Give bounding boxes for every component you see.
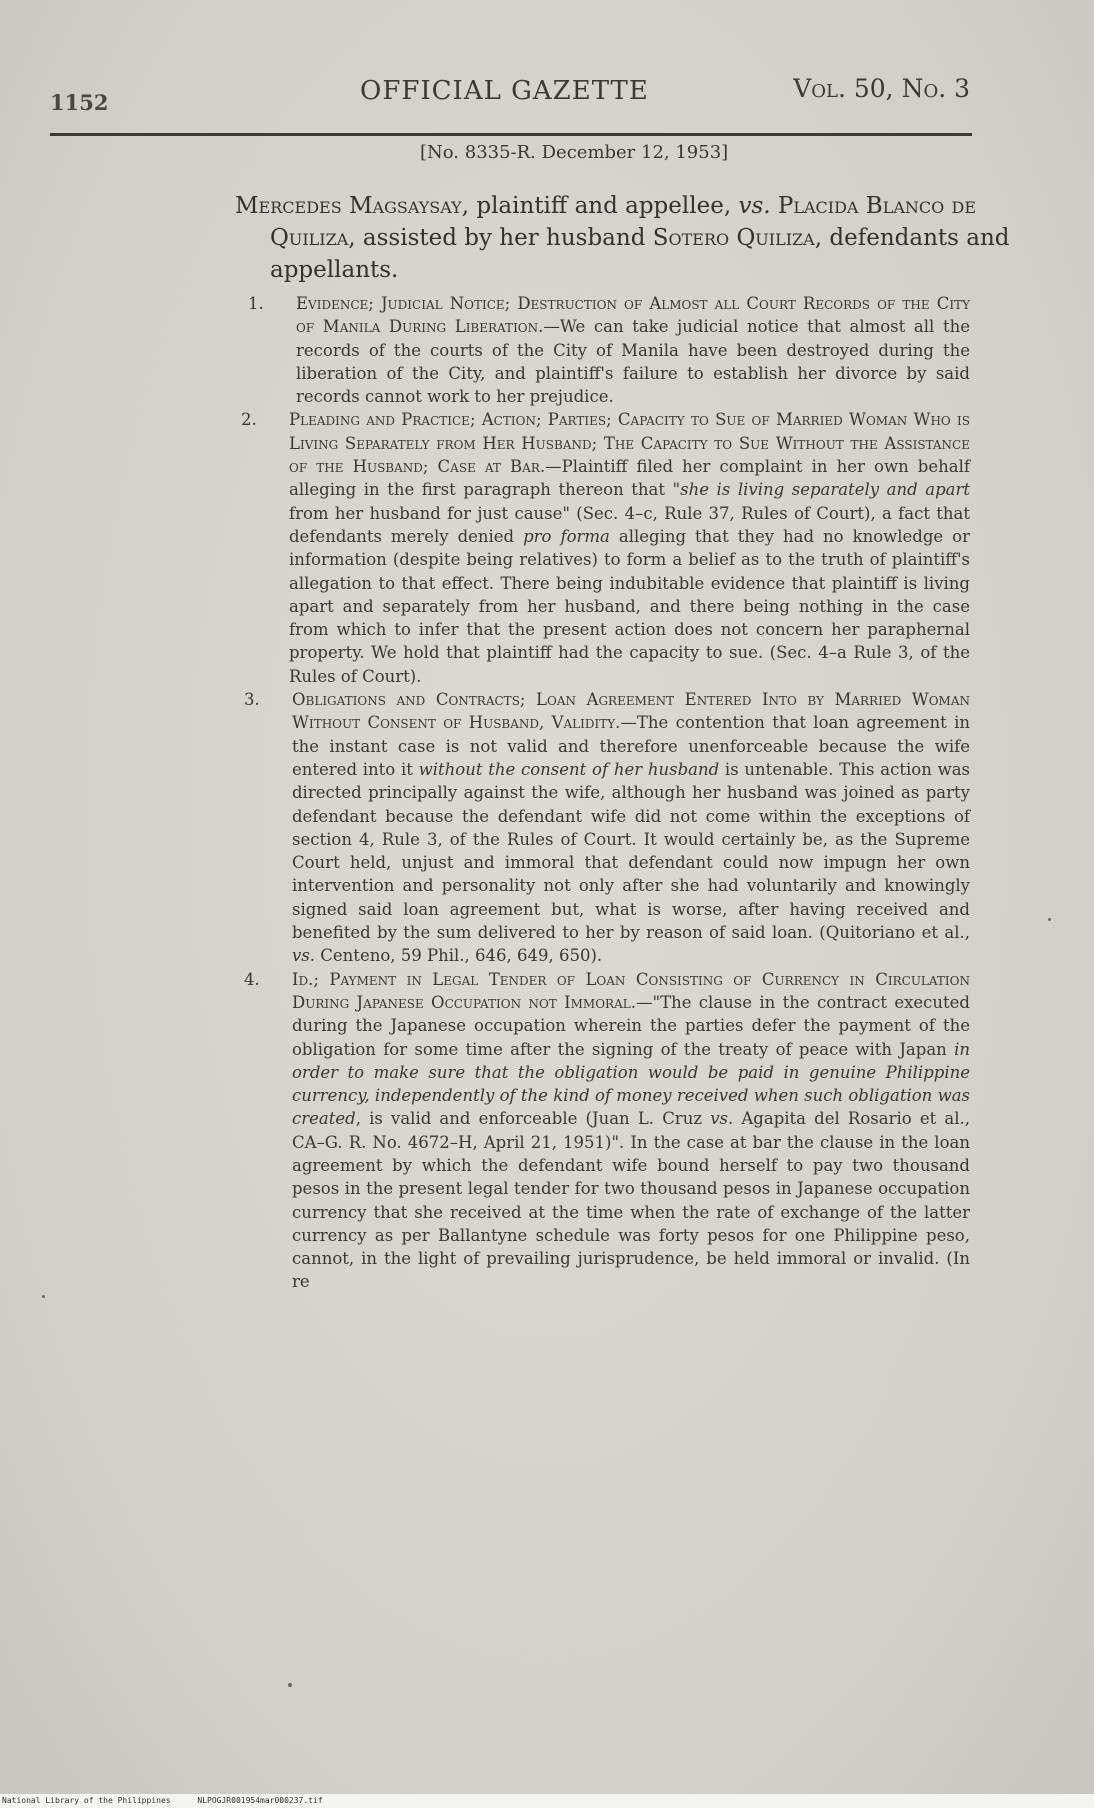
- syllabus-item: [248, 292, 970, 408]
- item-number: 4.: [244, 969, 260, 989]
- syllabus-item: [241, 408, 970, 688]
- parties-text-4: , defendants and appellants.: [270, 225, 1010, 283]
- speck-mark: [42, 1295, 45, 1298]
- speck-mark: [288, 1683, 292, 1687]
- item-italic: vs.: [710, 1109, 734, 1129]
- header-rule: [50, 133, 972, 136]
- syllabus: [241, 292, 970, 1294]
- item-italic: pro forma: [523, 526, 610, 546]
- item-heading: Id.; Payment in Legal Tender of Loan Consisting of Currency in Circulation During Japanese Occupation not Immoral.: [292, 969, 970, 1012]
- item-heading: Obligations and Contracts; Loan Agreement Entered Into by Married Woman Without Consent of Husband, Validity.: [292, 690, 970, 733]
- plaintiff-name: Mercedes Magsaysay: [235, 193, 462, 219]
- item-number: 1.: [248, 294, 264, 313]
- item-body: is untenable. This action was directed principally against the wife, although her husband was joined as party defendant because the defendant wife did not come within the exceptions of section 4, Rule 3, of the Rules of Court. It would certainly be, as the Supreme Court held, unjust and immoral that defendant could now impugn her own intervention and personality not only after she had voluntarily and knowingly signed said loan agreement but, what is worse, after having received and benefited by the sum delivered to her by reason of said loan. (Quitoriano et al.,: [292, 759, 970, 943]
- item-body: —The contention that loan agreement in the instant case is not valid and therefore unenforceable because the wife entered into it: [292, 713, 970, 779]
- item-number: 3.: [244, 690, 260, 710]
- syllabus-item: [244, 688, 970, 968]
- parties-text-2: [771, 193, 778, 219]
- item-body: Agapita del Rosario et al., CA–G. R. No. 4672–H, April 21, 1951)". In the case at bar the clause in the loan agreement by which the defendant wife bound herself to pay two thousand pesos in the present legal tender for two thousand pesos in Japanese occupation currency that she received at the time when the rate of exchange of the latter currency as per Ballantyne schedule was forty pesos for one Philippine peso, cannot, in the light of prevailing jurisprudence, be held immoral or invalid. (In re: [292, 1109, 970, 1292]
- item-body: , is valid and enforceable (Juan L. Cruz: [355, 1109, 711, 1129]
- volume-number: Vol. 50, No. 3: [793, 74, 970, 103]
- item-body: —Plaintiff filed her complaint in her own behalf alleging in the first paragraph thereon that ": [289, 457, 970, 500]
- item-body: from her husband for just cause" (Sec. 4–c, Rule 37, Rules of Court), a fact that defendants merely denied: [289, 503, 970, 546]
- case-number: [No. 8335-R. December 12, 1953]: [420, 142, 729, 163]
- item-italic: she is living separately and apart: [680, 480, 970, 500]
- item-italic: vs.: [292, 946, 316, 966]
- versus: vs.: [738, 193, 771, 219]
- item-heading: Pleading and Practice; Action; Parties; Capacity to Sue of Married Woman Who is Living Separately from Her Husband; The Capacity to Sue Without the Assistance of the Husband; Case at Bar.: [289, 410, 970, 477]
- item-body: —We can take judicial notice that almost all the records of the courts of the City of Manila have been destroyed during the liberation of the City, and plaintiff's failure to establish her divorce by said records cannot work to her prejudice.: [296, 317, 970, 407]
- parties-text-1: , plaintiff and appellee,: [461, 193, 739, 219]
- item-italic: without the consent of her husband: [418, 759, 720, 779]
- parties-text-3: , assisted by her husband: [348, 225, 653, 251]
- item-body: —"The clause in the contract executed during the Japanese occupation wherein the parties defer the payment of the obligation for some time after the signing of the treaty of peace with Japan: [292, 992, 970, 1059]
- running-title: OFFICIAL GAZETTE: [360, 76, 649, 106]
- item-body: alleging that they had no knowledge or information (despite being relatives) to form a belief as to the truth of plaintiff's allegation to that effect. There being indubitable evidence that plaintiff is living apart and separately from her husband, and there being nothing in the case from which to infer that the present action does not concern her paraphernal property. We hold that plaintiff had the capacity to sue. (Sec. 4–a Rule 3, of the Rules of Court).: [289, 526, 970, 686]
- syllabus-item: [244, 968, 970, 1294]
- scan-footer: [0, 1794, 1094, 1808]
- husband-name: Sotero Quiliza: [652, 225, 815, 251]
- defendant-name: Placida Blanco de Quiliza: [270, 193, 977, 251]
- page-number: 1152: [50, 90, 109, 115]
- page-header: [50, 70, 970, 115]
- scan-filename: NLPOGJR001954mar000237.tif: [197, 1796, 323, 1805]
- case-parties: [235, 190, 1010, 286]
- item-italic: in order to make sure that the obligation would be paid in genuine Philippine currency, independently of the kind of money received when such obligation was created: [292, 1039, 970, 1129]
- item-heading: Evidence; Judicial Notice; Destruction of Almost all Court Records of the City of Manila During Liberation.: [296, 294, 970, 337]
- library-credit: National Library of the Philippines: [2, 1796, 171, 1805]
- speck-mark: [1048, 918, 1051, 921]
- item-number: 2.: [241, 410, 257, 430]
- item-body: Centeno, 59 Phil., 646, 649, 650).: [315, 946, 603, 966]
